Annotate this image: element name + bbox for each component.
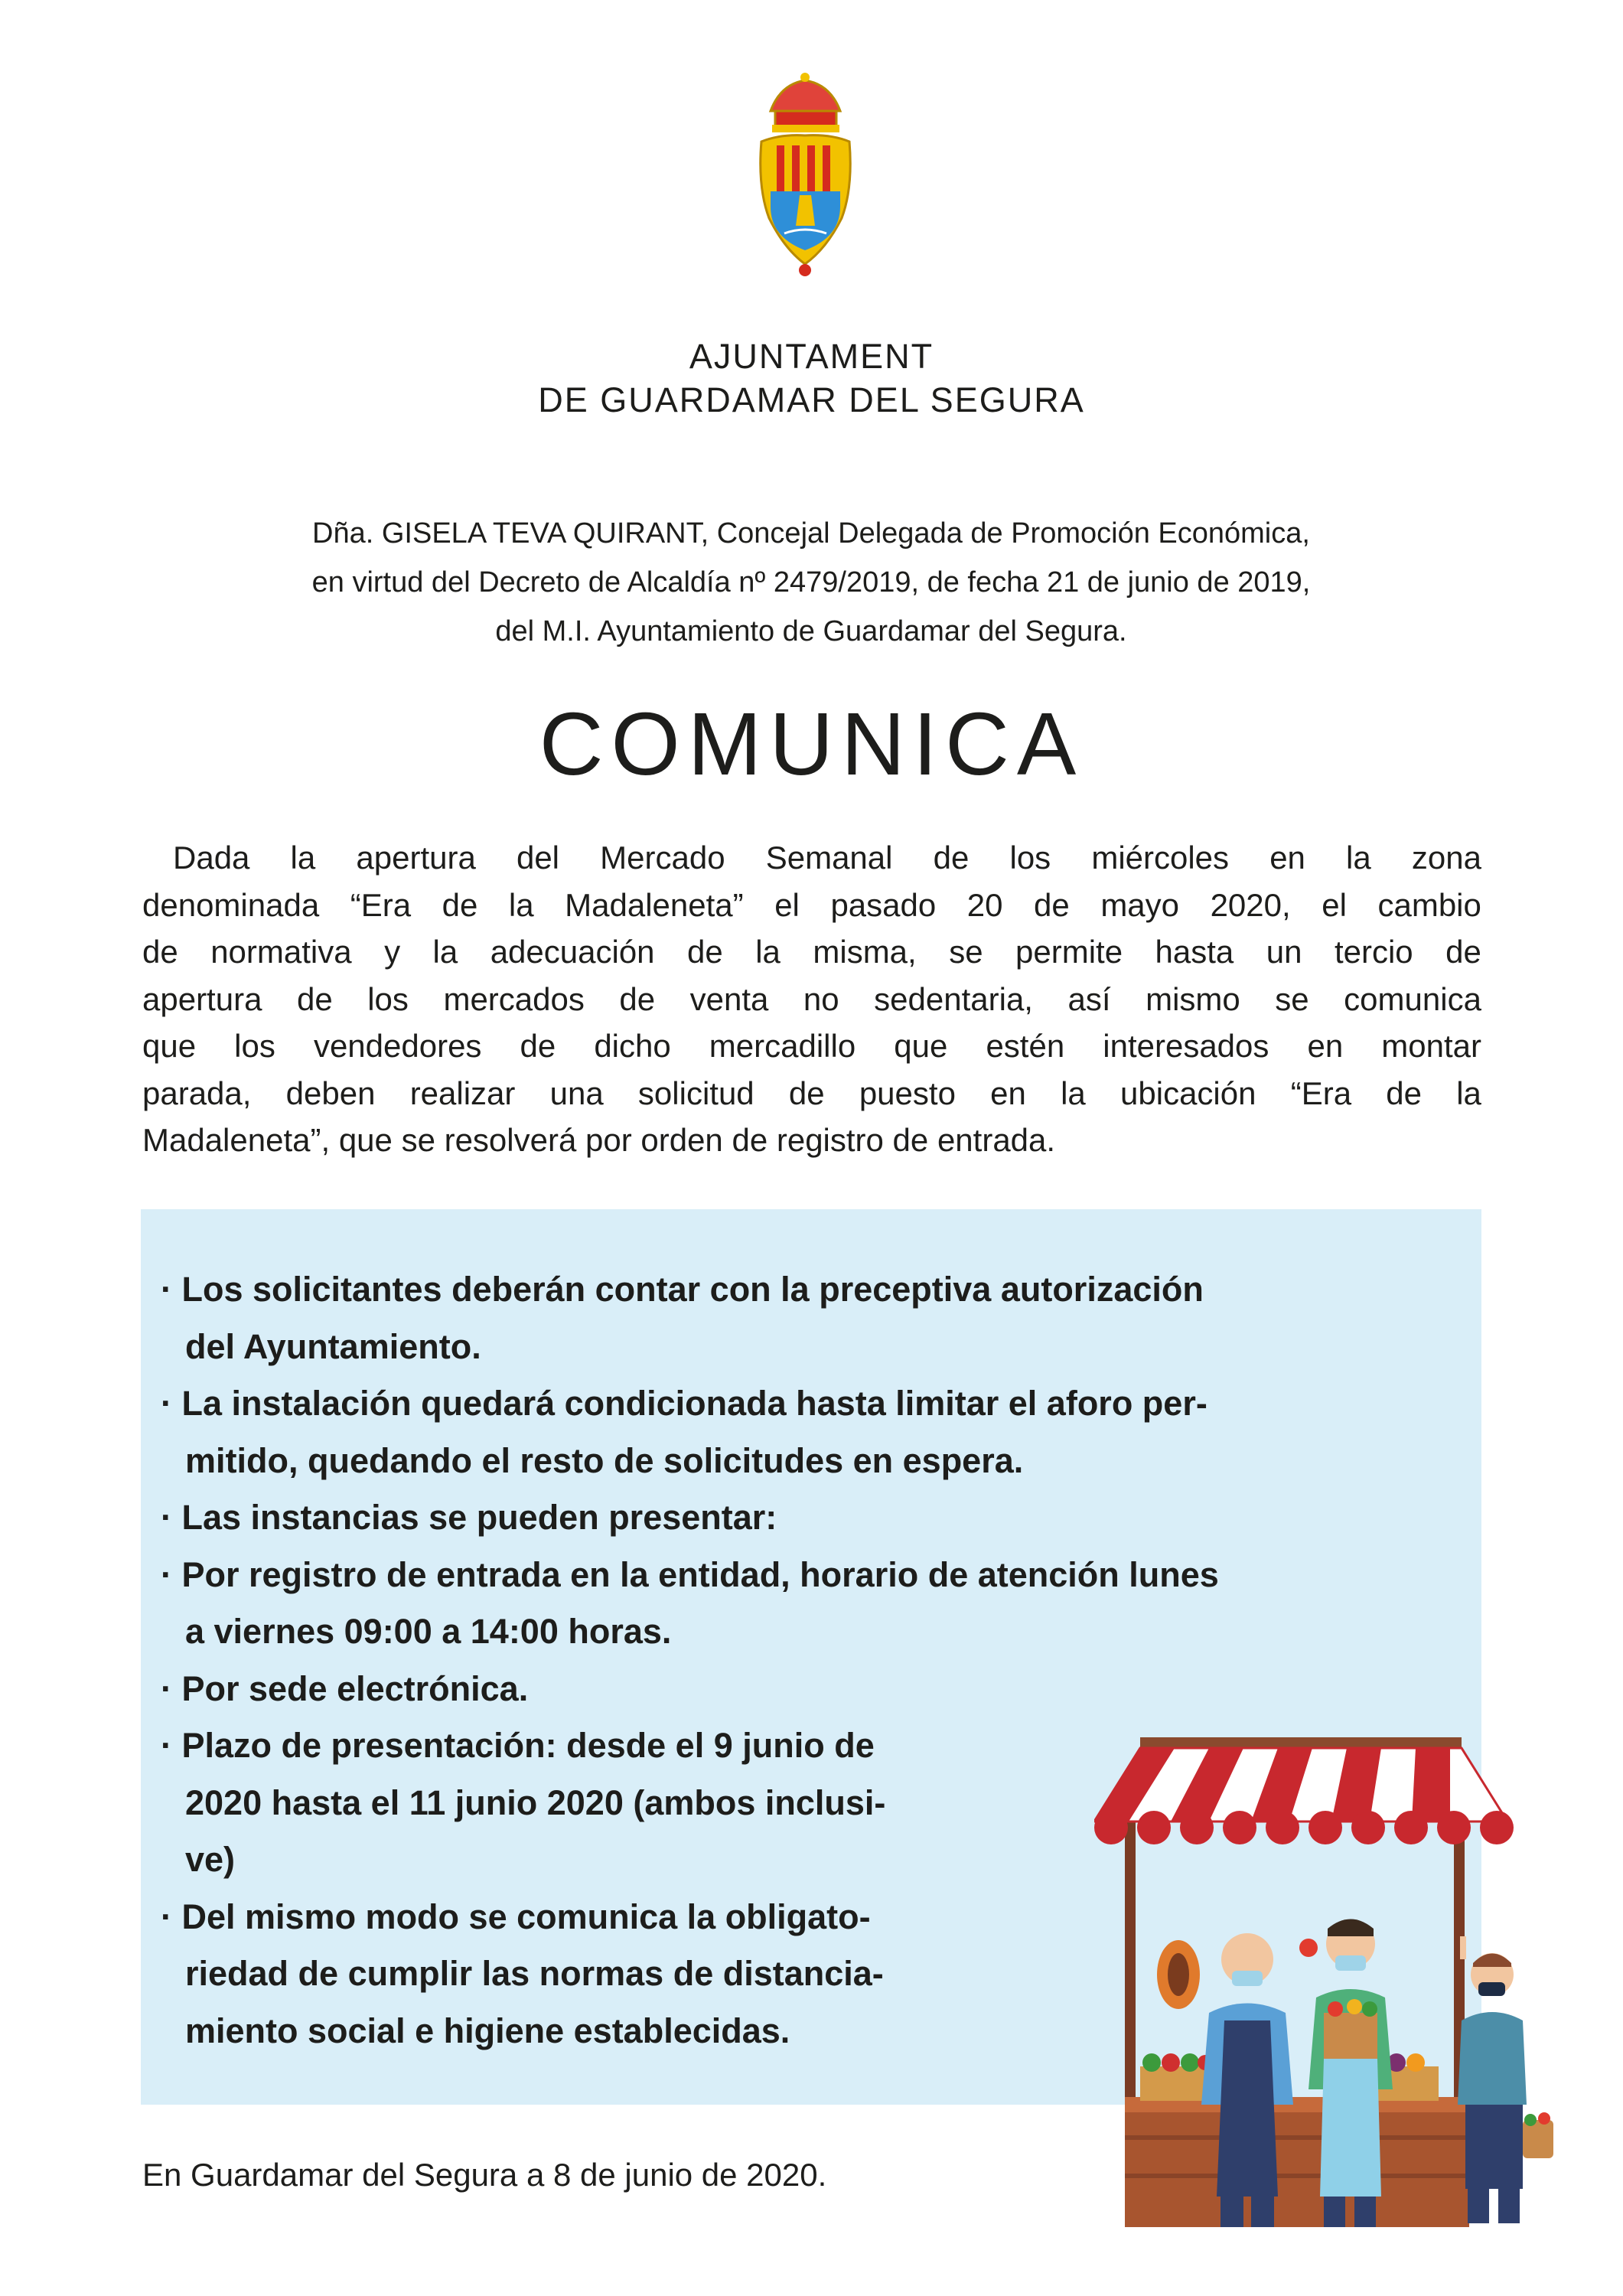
body-word: hasta xyxy=(1155,934,1234,970)
body-word: montar xyxy=(1381,1028,1481,1064)
body-word: de xyxy=(788,1075,825,1111)
body-word: de xyxy=(1386,1075,1422,1111)
body-word: de xyxy=(520,1028,556,1064)
body-word: parada, xyxy=(142,1075,252,1111)
body-word: “Era xyxy=(350,886,412,923)
body-word: realizar xyxy=(409,1075,516,1111)
body-word: los xyxy=(234,1028,275,1064)
body-line xyxy=(142,928,1481,976)
body-word: mercados xyxy=(443,980,585,1017)
body-word: “Era xyxy=(1290,1075,1352,1111)
body-word: de xyxy=(619,980,656,1017)
body-word: de xyxy=(142,934,178,970)
signature-date: En Guardamar del Segura a 8 de junio de 2020. xyxy=(142,2157,827,2193)
body-word: los xyxy=(1009,840,1051,876)
body-word: denominada xyxy=(142,886,320,923)
body-word: mismo xyxy=(1146,980,1240,1017)
body-word: de xyxy=(296,980,333,1017)
body-word: pasado xyxy=(830,886,937,923)
list-item: · Plazo de presentación: desde el 9 junio de xyxy=(161,1726,875,1765)
list-item-continuation: riedad de cumplir las normas de distancia- xyxy=(185,1954,884,1993)
body-word: de xyxy=(1445,934,1481,970)
body-line xyxy=(142,882,1481,929)
body-word: de xyxy=(687,934,723,970)
body-word: del xyxy=(516,840,560,876)
body-word: normativa xyxy=(210,934,352,970)
body-word: de xyxy=(933,840,970,876)
organization-name-line1: AJUNTAMENT xyxy=(689,337,934,376)
body-paragraph xyxy=(142,834,1481,1164)
list-item: · Por registro de entrada en la entidad, horario de atención lunes xyxy=(161,1554,1219,1594)
body-word: zona xyxy=(1411,840,1481,876)
body-word: el xyxy=(774,886,800,923)
body-word: que xyxy=(894,1028,948,1064)
list-item-continuation: miento social e higiene establecidas. xyxy=(185,2011,790,2050)
intro-line: en virtud del Decreto de Alcaldía nº 2479/2019, de fecha 21 de junio de 2019, xyxy=(311,566,1311,598)
list-item: · Del mismo modo se comunica la obligato- xyxy=(161,1896,871,1936)
body-word: Semanal xyxy=(765,840,893,876)
list-item-continuation: del Ayuntamiento. xyxy=(185,1326,481,1366)
body-line xyxy=(142,976,1481,1023)
body-word: una xyxy=(549,1075,604,1111)
body-word: permite xyxy=(1015,934,1123,970)
body-word: se xyxy=(949,934,983,970)
body-word: de xyxy=(1034,886,1070,923)
market-stall-illustration-icon xyxy=(1094,1737,1553,2242)
coat-of-arms-icon xyxy=(754,73,857,279)
body-word: tercio xyxy=(1334,934,1413,970)
body-word: en xyxy=(990,1075,1026,1111)
list-item: · Por sede electrónica. xyxy=(161,1668,529,1708)
body-word: apertura xyxy=(356,840,476,876)
body-word: sedentaria, xyxy=(874,980,1033,1017)
body-word: miércoles xyxy=(1091,840,1230,876)
body-word: la xyxy=(1456,1075,1481,1111)
body-line xyxy=(142,834,1481,882)
body-word: comunica xyxy=(1344,980,1481,1017)
list-item: · La instalación quedará condicionada hasta limitar el aforo per- xyxy=(161,1384,1207,1423)
organization-name-line2: DE GUARDAMAR DEL SEGURA xyxy=(538,380,1085,419)
body-word: de xyxy=(442,886,478,923)
body-word: interesados xyxy=(1103,1028,1269,1064)
intro-line: Dña. GISELA TEVA QUIRANT, Concejal Delegada de Promoción Económica, xyxy=(312,517,1310,550)
body-word: deben xyxy=(285,1075,376,1111)
body-word: puesto xyxy=(859,1075,956,1111)
body-word: solicitud xyxy=(637,1075,754,1111)
body-word: mayo xyxy=(1100,886,1180,923)
intro-paragraph xyxy=(122,509,1500,656)
body-word: 20 xyxy=(966,886,1003,923)
body-word: vendedores xyxy=(313,1028,482,1064)
body-word: adecuación xyxy=(490,934,655,970)
list-item: · Las instancias se pueden presentar: xyxy=(161,1498,777,1537)
body-word: dicho xyxy=(594,1028,671,1064)
body-word: Dada xyxy=(173,840,250,876)
intro-line: del M.I. Ayuntamiento de Guardamar del Segura. xyxy=(495,615,1127,647)
list-item-continuation: ve) xyxy=(185,1840,236,1879)
body-word: se xyxy=(1275,980,1309,1017)
body-word: un xyxy=(1266,934,1302,970)
body-word: la xyxy=(432,934,458,970)
body-word: que xyxy=(142,1028,197,1064)
body-word: Madaleneta” xyxy=(565,886,744,923)
body-word: en xyxy=(1307,1028,1344,1064)
body-word: apertura xyxy=(142,980,262,1017)
body-word: la xyxy=(290,840,316,876)
body-word: el xyxy=(1322,886,1347,923)
body-word: misma, xyxy=(813,934,917,970)
body-word: la xyxy=(1346,840,1371,876)
body-line xyxy=(142,1070,1481,1117)
body-word: estén xyxy=(986,1028,1065,1064)
body-line xyxy=(142,1022,1481,1070)
list-item-continuation: mitido, quedando el resto de solicitudes en espera. xyxy=(185,1440,1024,1480)
body-word: la xyxy=(508,886,534,923)
body-word: los xyxy=(367,980,409,1017)
body-word: la xyxy=(755,934,781,970)
list-item-continuation: 2020 hasta el 11 junio 2020 (ambos inclusi- xyxy=(185,1782,886,1822)
body-word: así xyxy=(1067,980,1111,1017)
body-word: la xyxy=(1061,1075,1086,1111)
list-item: · Los solicitantes deberán contar con la preceptiva autorización xyxy=(161,1270,1204,1309)
list-item-continuation: a viernes 09:00 a 14:00 horas. xyxy=(185,1612,672,1651)
body-word: mercadillo xyxy=(709,1028,856,1064)
body-line: Madaleneta”, que se resolverá por orden de registro de entrada. xyxy=(142,1122,1056,1158)
body-word: y xyxy=(384,934,401,970)
body-word: en xyxy=(1269,840,1305,876)
body-word: cambio xyxy=(1377,886,1481,923)
body-word: ubicación xyxy=(1120,1075,1256,1111)
body-word: 2020, xyxy=(1210,886,1291,923)
body-word: no xyxy=(803,980,839,1017)
body-word: Mercado xyxy=(600,840,725,876)
body-word: venta xyxy=(689,980,769,1017)
page-title: COMUNICA xyxy=(539,694,1084,794)
